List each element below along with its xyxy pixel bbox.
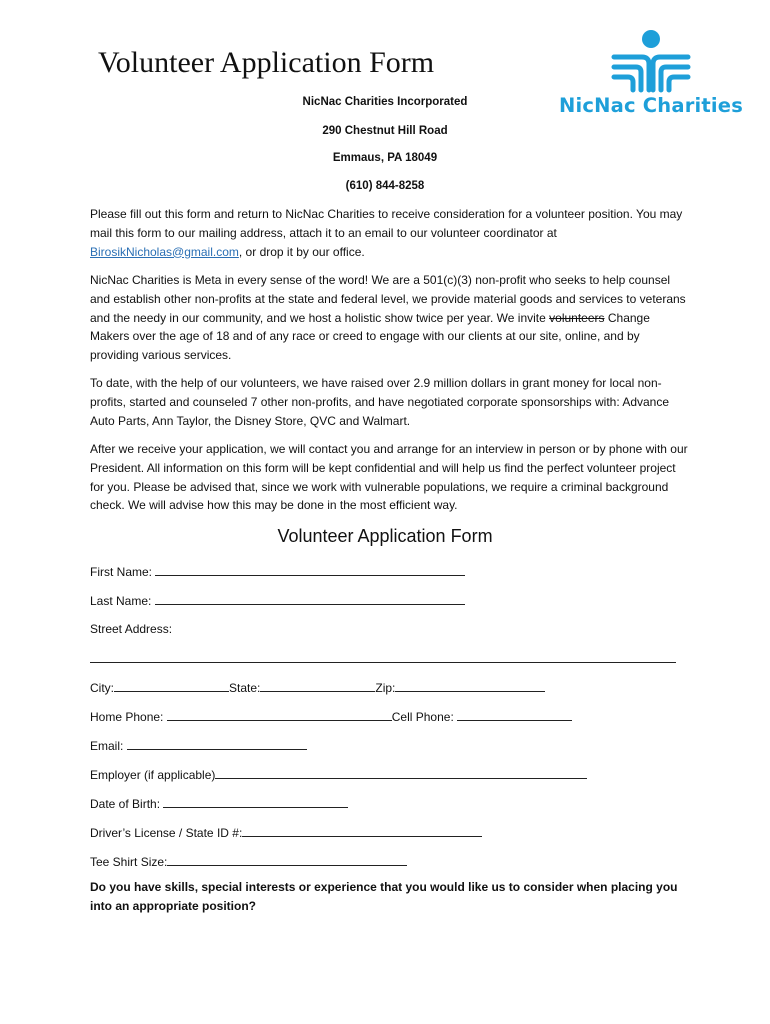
intro-text: Please fill out this form and return to NicNac Charities to receive consideration for a volunteer position. You may mail this form to our mailing address, attach it to an email to our volunteer coordinator at: [90, 207, 683, 240]
page-title: Volunteer Application Form: [98, 46, 435, 79]
dob-label: Date of Birth:: [90, 797, 161, 811]
first-name-label: First Name:: [90, 565, 153, 579]
license-input[interactable]: [242, 824, 482, 837]
intro-text-end: , or drop it by our office.: [238, 244, 365, 259]
dob-field: [90, 795, 348, 812]
cell-phone-input[interactable]: [457, 708, 572, 721]
struck-word: volunteers: [549, 310, 605, 325]
logo-wordmark: NicNac Charities: [558, 94, 744, 117]
license-label: Driver’s License / State ID #:: [90, 826, 243, 840]
home-phone-input[interactable]: [167, 708, 392, 721]
form-section-title: Volunteer Application Form: [277, 526, 493, 546]
employer-input[interactable]: [215, 766, 587, 779]
first-name-field: [90, 563, 465, 580]
cell-phone-label: Cell Phone:: [391, 710, 454, 724]
org-name: NicNac Charities Incorporated: [302, 96, 468, 108]
phone-row: [90, 708, 572, 725]
home-phone-label: Home Phone:: [90, 710, 164, 724]
last-name-field: [90, 592, 465, 609]
last-name-input[interactable]: [155, 592, 465, 605]
zip-input[interactable]: [395, 679, 545, 692]
street-address-field: [90, 650, 676, 667]
tee-shirt-label: Tee Shirt Size:: [90, 855, 168, 869]
city-state-zip-row: [90, 679, 545, 696]
org-address-line1: 290 Chestnut Hill Road: [322, 125, 448, 137]
license-field: [90, 824, 482, 841]
state-label: State:: [229, 681, 261, 695]
state-input[interactable]: [260, 679, 375, 692]
email-label: Email:: [90, 739, 124, 753]
intro-paragraph-3: To date, with the help of our volunteers, we have raised over 2.9 million dollars in grant money for local non-profits, started and counseled 7 other non-profits, and have negotiated corporate sponsorships with: Advance Auto Parts, Ann Taylor, the Disney Store, QVC and Walmart.: [90, 376, 670, 428]
email-field: [90, 737, 307, 754]
coordinator-email-link[interactable]: BirosikNicholas@gmail.com: [90, 244, 239, 259]
intro-paragraph-4: After we receive your application, we will contact you and arrange for an interview in person or by phone with our President. All information on this form will be kept confidential and will help us find the perfect volunteer project for you. Please be advised that, since we work with vulnerable populations, we require a criminal background check. We will advise how this may be done in the most efficient way.: [90, 442, 688, 513]
org-address-line2: Emmaus, PA 18049: [332, 152, 438, 164]
street-address-label: Street Address:: [90, 622, 173, 636]
employer-field: [90, 766, 587, 783]
email-input[interactable]: [127, 737, 307, 750]
tee-shirt-field: [90, 853, 407, 870]
tee-shirt-input[interactable]: [167, 853, 407, 866]
intro-paragraph-2: [90, 271, 690, 365]
last-name-label: Last Name:: [90, 594, 152, 608]
city-label: City:: [90, 681, 114, 695]
city-input[interactable]: [114, 679, 229, 692]
mission-text: NicNac Charities is Meta in every sense of the word! We are a 501(c)(3) non-profit who seeks to help counsel and establish other non-profits at the state and federal level, we provide material goods and services to veterans and the needy in our community, and we host a holistic show twice per year. We invite: [90, 273, 686, 325]
employer-label: Employer (if applicable): [90, 768, 216, 782]
dob-input[interactable]: [163, 795, 348, 808]
mission-text-end: Change Makers over the age of 18 and of any race or creed to engage with our clients at our site, online, and by providing various services.: [90, 310, 650, 363]
intro-paragraph-1: [90, 205, 690, 261]
org-phone: (610) 844-8258: [345, 180, 425, 192]
street-address-input[interactable]: [90, 650, 676, 663]
zip-label: Zip:: [375, 681, 396, 695]
first-name-input[interactable]: [155, 563, 465, 576]
skills-question: Do you have skills, special interests or experience that you would like us to consider when placing you into an appropriate position?: [90, 880, 678, 913]
